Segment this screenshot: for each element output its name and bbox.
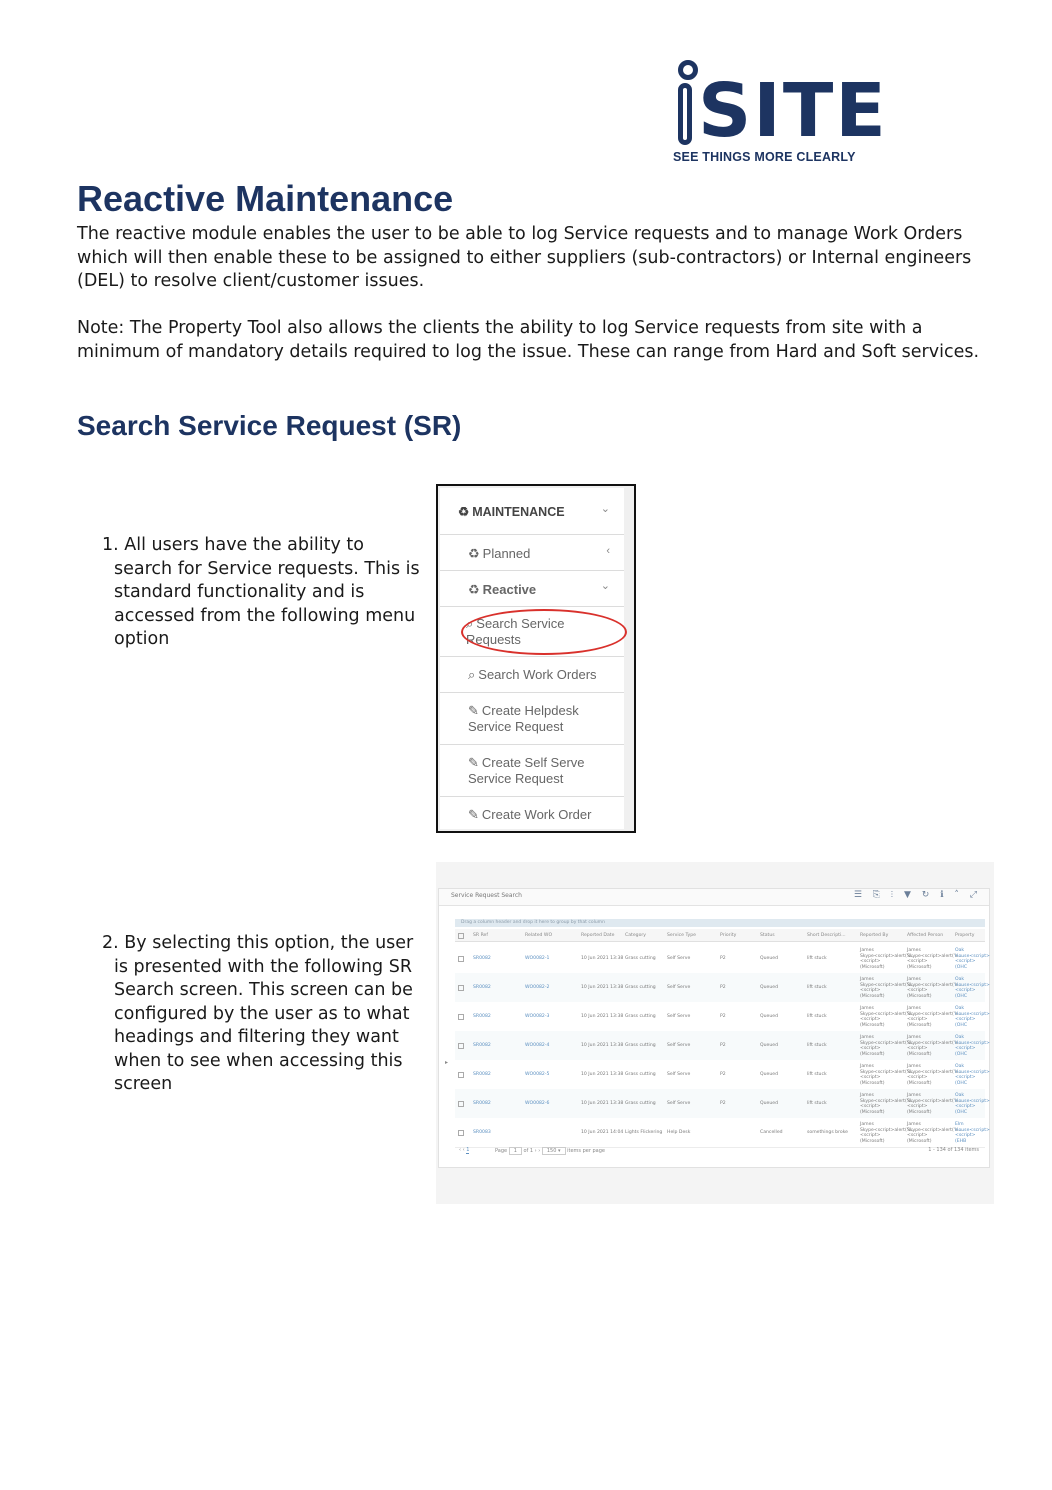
page-input[interactable]: 1: [509, 1147, 522, 1155]
table-cell: James Skype<script>alert('s... <script> (Microsoft): [860, 1093, 915, 1115]
table-cell: P2: [720, 985, 726, 990]
table-cell: Self Serve: [667, 1101, 691, 1106]
column-header[interactable]: Short Descripti...: [807, 933, 846, 938]
recycle-icon: ♻: [468, 546, 480, 561]
table-cell: Oak House<script> <script> (OHC: [955, 1093, 990, 1115]
isite-logo: [672, 58, 887, 170]
table-cell: P2: [720, 1101, 726, 1106]
table-cell: Lights Flickering: [625, 1130, 663, 1135]
table-cell[interactable]: WO0082-2: [525, 985, 550, 990]
table-cell: Cancelled: [760, 1130, 783, 1135]
table-cell: Oak House<script> <script> (OHC: [955, 1035, 990, 1057]
table-cell: James Skype<script>alert('s... <script> (Microsoft): [907, 1093, 962, 1115]
item-count: 1 - 134 of 134 items: [928, 1147, 979, 1153]
menu-item-label: Create Self Serve Service Request: [468, 755, 585, 786]
recycle-icon: ♻: [468, 582, 480, 597]
sr-search-panel: [438, 888, 990, 1168]
table-row[interactable]: [455, 944, 990, 974]
table-cell[interactable]: SR0082: [473, 1101, 491, 1106]
column-header[interactable]: Reported Date: [581, 933, 615, 938]
table-row[interactable]: [455, 1002, 990, 1032]
table-cell: Queued: [760, 1043, 779, 1048]
menu-item-planned[interactable]: [440, 534, 624, 571]
table-cell: lift stuck: [807, 1014, 827, 1019]
table-cell: Grass cutting: [625, 1014, 656, 1019]
chevron-left-icon: ‹: [606, 545, 610, 557]
recycle-icon: ♻: [458, 505, 470, 519]
table-cell: Help Desk: [667, 1130, 691, 1135]
table-row[interactable]: [455, 973, 990, 1003]
menu-item-label: Search Service Requests: [466, 616, 565, 647]
edit-icon: ✎: [468, 807, 479, 822]
table-cell[interactable]: WO0082-1: [525, 956, 550, 961]
table-cell[interactable]: WO0082-6: [525, 1101, 550, 1106]
table-cell: Queued: [760, 985, 779, 990]
table-cell[interactable]: WO0082-4: [525, 1043, 550, 1048]
sr-search-screenshot: [436, 862, 994, 1204]
table-cell: James Skype<script>alert('s... <script> (Microsoft): [860, 977, 915, 999]
step-text: search for Service requests. This is standard functionality and is accessed from the following menu option: [114, 558, 420, 649]
table-cell: somethings broke: [807, 1130, 849, 1135]
table-cell: Grass cutting: [625, 956, 656, 961]
table-cell: 10 Jun 2021 13:38: [581, 956, 624, 961]
table-cell: P2: [720, 1043, 726, 1048]
table-cell: Oak House<script> <script> (OHC: [955, 948, 990, 970]
table-cell: Self Serve: [667, 1043, 691, 1048]
table-cell: James Skype<script>alert('s... <script> (Microsoft): [907, 1006, 962, 1028]
row-checkbox[interactable]: [458, 956, 464, 962]
column-header[interactable]: Affected Person: [907, 933, 944, 938]
page-size-select[interactable]: 150 ▾: [542, 1147, 566, 1155]
table-cell: 10 Jun 2021 13:38: [581, 1101, 624, 1106]
column-header[interactable]: Related WO: [525, 933, 553, 938]
pager-next[interactable]: › ›: [534, 1148, 542, 1154]
menu-item-reactive[interactable]: [440, 570, 624, 607]
highlight-circle: [461, 609, 627, 655]
column-header[interactable]: Reported By: [860, 933, 889, 938]
row-checkbox[interactable]: [458, 1101, 464, 1107]
note-paragraph: Note: The Property Tool also allows the clients the ability to log Service requests from site with a minimum of mandatory details required to log the issue. These can range from Hard and Soft services.: [77, 318, 980, 362]
table-cell: P2: [720, 1014, 726, 1019]
table-cell: James Skype<script>alert('s... <script> (Microsoft): [907, 1035, 962, 1057]
table-cell: Queued: [760, 1072, 779, 1077]
column-header[interactable]: Service Type: [667, 933, 696, 938]
menu-header-maintenance[interactable]: [440, 488, 624, 535]
page-label: Page: [495, 1148, 508, 1154]
panel-toolbar: [439, 889, 989, 906]
pager-nav[interactable]: ‹ ‹ 1: [459, 1147, 470, 1153]
table-cell: James Skype<script>alert('s... <script> (Microsoft): [860, 1122, 915, 1144]
table-cell: Grass cutting: [625, 985, 656, 990]
column-header[interactable]: Property: [955, 933, 975, 938]
page-of: of 1: [523, 1148, 534, 1154]
table-cell: Elm House<script> <script> (EHB: [955, 1122, 990, 1144]
intro-paragraph: The reactive module enables the user to be able to log Service requests and to manage Work Orders which will then enable these to be assigned to either suppliers (sub-contractors) or Internal engineers (DEL) to resolve client/customer issues.: [77, 224, 972, 291]
table-cell: James Skype<script>alert('s... <script> (Microsoft): [860, 1006, 915, 1028]
menu-item-create-helpdesk-sr[interactable]: [440, 692, 624, 745]
step-text: is presented with the following SR Search screen. This screen can be configured by the user as to what headings and filtering they want when to see when accessing this screen: [114, 956, 413, 1094]
table-cell: James Skype<script>alert('s... <script> (Microsoft): [907, 977, 962, 999]
menu-item-label: Reactive: [482, 582, 537, 597]
row-checkbox[interactable]: [458, 1130, 464, 1136]
table-cell: James Skype<script>alert('s... <script> (Microsoft): [860, 1035, 915, 1057]
table-cell: Oak House<script> <script> (OHC: [955, 1064, 990, 1086]
table-cell: 10 Jun 2021 13:38: [581, 985, 624, 990]
table-cell: Self Serve: [667, 985, 691, 990]
chevron-down-icon: ⌄: [600, 503, 610, 515]
table-cell: Self Serve: [667, 1072, 691, 1077]
table-cell: 10 Jun 2021 13:38: [581, 1014, 624, 1019]
menu-item-label: Search Work Orders: [478, 667, 597, 682]
table-cell: James Skype<script>alert('s... <script> (Microsoft): [907, 1064, 962, 1086]
menu-item-label: Create Helpdesk Service Request: [468, 703, 579, 734]
table-cell: Self Serve: [667, 1014, 691, 1019]
table-cell: Grass cutting: [625, 1101, 656, 1106]
table-header: [455, 929, 985, 942]
table-cell: Grass cutting: [625, 1072, 656, 1077]
menu-item-label: Planned: [482, 546, 531, 561]
maintenance-menu-screenshot: [436, 484, 636, 833]
menu-item-create-self-serve-sr[interactable]: [440, 744, 624, 797]
table-cell: James Skype<script>alert('s... <script> (Microsoft): [907, 1122, 962, 1144]
edit-icon: ✎: [468, 755, 479, 770]
step-1: [102, 534, 432, 652]
group-by-hint: Drag a column header and drop it here to group by that column: [455, 919, 985, 927]
table-cell[interactable]: SR0082: [473, 1072, 491, 1077]
row-checkbox[interactable]: [458, 1072, 464, 1078]
column-header[interactable]: SR Ref: [473, 933, 488, 938]
row-checkbox[interactable]: [458, 1043, 464, 1049]
table-cell[interactable]: SR0082: [473, 1043, 491, 1048]
logo-wordmark: [672, 58, 888, 154]
step-2: [102, 932, 432, 1097]
table-cell: Oak House<script> <script> (OHC: [955, 1006, 990, 1028]
table-cell: lift stuck: [807, 1072, 827, 1077]
step-number: 2.: [102, 933, 119, 953]
panel-title: Service Request Search: [451, 892, 522, 899]
step-first-line: All users have the ability to: [124, 535, 364, 555]
edit-icon: ✎: [468, 703, 479, 718]
column-header[interactable]: Priority: [720, 933, 737, 938]
search-icon: ⌕: [466, 616, 474, 631]
table-cell: Queued: [760, 1101, 779, 1106]
table-cell: James Skype<script>alert('s... <script> (Microsoft): [860, 1064, 915, 1086]
table-row[interactable]: [455, 1031, 990, 1061]
menu-item-create-work-order[interactable]: [440, 796, 624, 832]
table-cell: lift stuck: [807, 1101, 827, 1106]
table-cell: 10 Jun 2021 13:38: [581, 1043, 624, 1048]
toolbar-icons[interactable]: ☰ ⎘ ⫶ ▼ ↻ ℹ ˄ ⤢: [853, 890, 981, 900]
logo-letters: SITE: [698, 68, 888, 154]
chevron-down-icon: ⌄: [600, 580, 610, 592]
table-cell[interactable]: SR0082: [473, 1014, 491, 1019]
table-cell: Oak House<script> <script> (OHC: [955, 977, 990, 999]
column-header[interactable]: Status: [760, 933, 775, 938]
column-header[interactable]: Category: [625, 933, 646, 938]
table-cell: Self Serve: [667, 956, 691, 961]
table-row[interactable]: [455, 1060, 990, 1090]
row-expand-arrow[interactable]: ▸: [445, 1059, 449, 1066]
table-cell: 10 Jun 2021 14:04: [581, 1130, 624, 1135]
table-cell: lift stuck: [807, 956, 827, 961]
table-cell[interactable]: SR0083: [473, 1130, 491, 1135]
row-checkbox[interactable]: [458, 1014, 464, 1020]
table-cell: Queued: [760, 1014, 779, 1019]
table-cell: P2: [720, 956, 726, 961]
table-cell[interactable]: SR0082: [473, 956, 491, 961]
table-cell[interactable]: WO0082-3: [525, 1014, 550, 1019]
table-cell: P2: [720, 1072, 726, 1077]
table-cell[interactable]: SR0082: [473, 985, 491, 990]
page-title: Reactive Maintenance: [77, 178, 454, 219]
menu-item-label: Create Work Order: [481, 807, 592, 822]
select-all-checkbox[interactable]: [458, 933, 464, 939]
table-cell: Grass cutting: [625, 1043, 656, 1048]
table-row[interactable]: [455, 1089, 990, 1119]
table-cell: James Skype<script>alert('s... <script> (Microsoft): [907, 948, 962, 970]
table-cell: lift stuck: [807, 1043, 827, 1048]
per-page-label: items per page: [567, 1148, 605, 1154]
table-cell[interactable]: WO0082-5: [525, 1072, 550, 1077]
logo-i-stem: [678, 83, 692, 145]
table-cell: Queued: [760, 956, 779, 961]
menu-item-search-work-orders[interactable]: [440, 656, 624, 693]
table-cell: 10 Jun 2021 13:38: [581, 1072, 624, 1077]
row-checkbox[interactable]: [458, 985, 464, 991]
menu-header-label: MAINTENANCE: [472, 505, 565, 519]
table-pager: [455, 1144, 985, 1158]
table-cell: James Skype<script>alert('s... <script> (Microsoft): [860, 948, 915, 970]
table-cell: lift stuck: [807, 985, 827, 990]
step-first-line: By selecting this option, the user: [124, 933, 414, 953]
logo-tagline: SEE THINGS MORE CLEARLY: [673, 150, 856, 164]
section-heading: Search Service Request (SR): [77, 410, 462, 441]
search-icon: ⌕: [468, 667, 476, 682]
step-number: 1.: [102, 535, 119, 555]
